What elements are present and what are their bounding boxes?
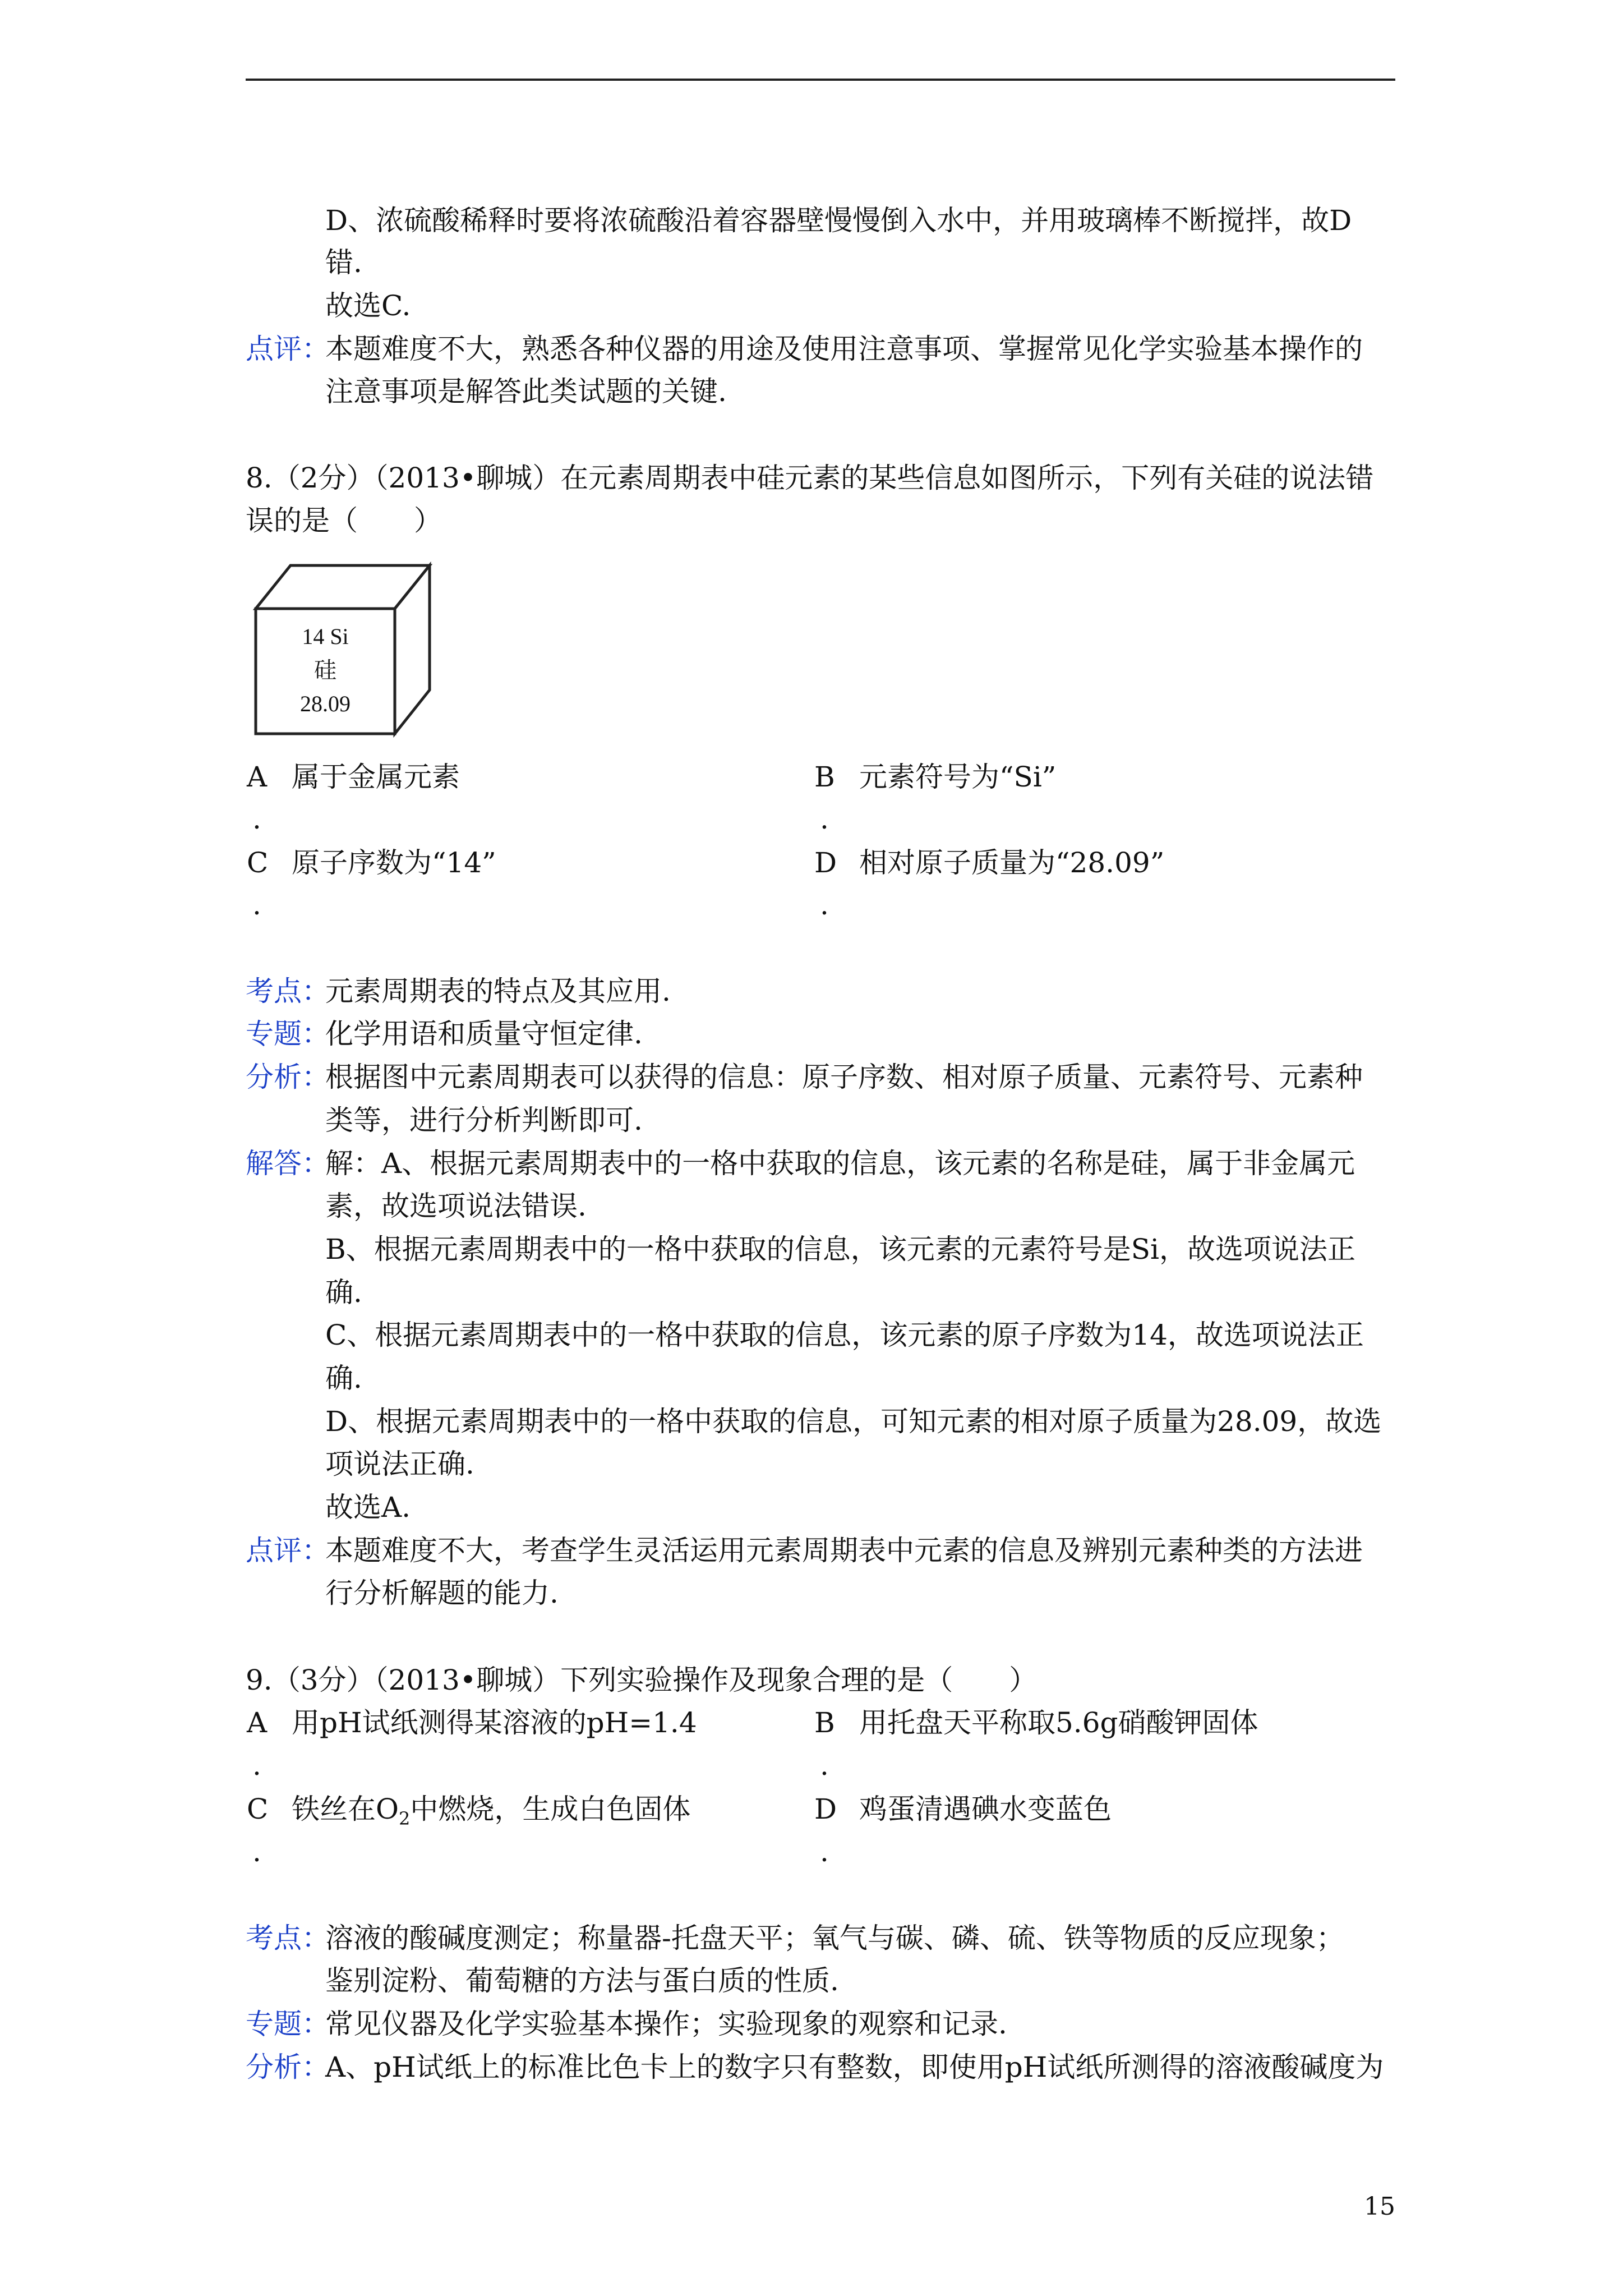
q8-stem-1: 8.（2分）（2013•聊城）在元素周期表中硅元素的某些信息如图所示，下列有关硅的说法错 — [246, 462, 1374, 494]
q8-fenxi-2: 类等，进行分析判断即可. — [325, 1104, 643, 1137]
q9-option-c-subscript: 2 — [399, 1808, 411, 1829]
q9-option-c-dot: . — [252, 1835, 261, 1868]
tile-atomic-mass: 28.09 — [300, 691, 351, 716]
q8-dianping-2: 行分析解题的能力. — [325, 1577, 559, 1609]
prev-comment-1: 本题难度不大，熟悉各种仪器的用途及使用注意事项、掌握常见化学实验基本操作的 — [325, 333, 1363, 365]
q8-kaodian: 元素周期表的特点及其应用. — [325, 975, 671, 1007]
q8-option-a-text: 属于金属元素 — [292, 761, 460, 793]
q9-option-b-letter: B — [814, 1706, 835, 1739]
q8-jieda-label: 解答： — [246, 1147, 330, 1180]
q8-jieda-line: 故选A. — [325, 1491, 411, 1524]
q8-jieda-line: D、根据元素周期表中的一格中获取的信息，可知元素的相对原子质量为28.09，故选 — [325, 1405, 1382, 1438]
q8-option-b-text: 元素符号为“Si” — [859, 761, 1057, 793]
q9-zhuanti-label: 专题： — [246, 2008, 330, 2040]
q9-option-c-text-after: 中燃烧，生成白色固体 — [410, 1793, 691, 1825]
q8-fenxi-1: 根据图中元素周期表可以获得的信息：原子序数、相对原子质量、元素符号、元素种 — [325, 1061, 1363, 1093]
q9-option-d-letter: D — [814, 1793, 837, 1825]
q9-option-c-letter: C — [247, 1793, 269, 1825]
q9-option-b-dot: . — [820, 1749, 829, 1782]
q9-option-a-dot: . — [252, 1749, 261, 1782]
q9-option-a-text: 用pH试纸测得某溶液的pH=1.4 — [292, 1706, 697, 1739]
q9-kaodian-1: 溶液的酸碱度测定；称量器-托盘天平；氧气与碳、磷、硫、铁等物质的反应现象； — [325, 1922, 1344, 1954]
q9-fenxi-label: 分析： — [246, 2051, 330, 2083]
q8-zhuanti: 化学用语和质量守恒定律. — [325, 1018, 643, 1050]
q8-dianping-1: 本题难度不大，考查学生灵活运用元素周期表中元素的信息及辨别元素种类的方法进 — [325, 1534, 1363, 1567]
q8-option-c-text: 原子序数为“14” — [292, 846, 496, 879]
prev-line-2: 错. — [325, 246, 362, 279]
q8-jieda-line: 确. — [325, 1276, 362, 1309]
q8-dianping-label: 点评： — [246, 1534, 330, 1567]
q8-jieda-line: 素，故选项说法错误. — [325, 1190, 587, 1222]
q9-kaodian-2: 鉴别淀粉、葡萄糖的方法与蛋白质的性质. — [325, 1964, 839, 1997]
q8-jieda-line: 解：A、根据元素周期表中的一格中获取的信息，该元素的名称是硅，属于非金属元 — [325, 1147, 1355, 1180]
prev-comment-label: 点评： — [246, 333, 330, 365]
q9-option-d-text: 鸡蛋清遇碘水变蓝色 — [859, 1793, 1112, 1825]
q9-option-a-letter: A — [247, 1706, 268, 1739]
q9-option-c-text — [292, 1795, 690, 1828]
q8-option-c-letter: C — [247, 846, 269, 879]
prev-line-3: 故选C. — [325, 289, 411, 322]
q9-stem: 9.（3分）（2013•聊城）下列实验操作及现象合理的是（ ） — [246, 1664, 1038, 1696]
q8-option-b-dot: . — [820, 803, 829, 835]
q8-option-d-dot: . — [820, 889, 829, 921]
q8-jieda-line: C、根据元素周期表中的一格中获取的信息，该元素的原子序数为14，故选项说法正 — [325, 1319, 1364, 1351]
q8-fenxi-label: 分析： — [246, 1061, 330, 1093]
q8-option-a-letter: A — [247, 761, 268, 793]
q8-jieda-line: 项说法正确. — [325, 1448, 474, 1480]
tile-element-name: 硅 — [314, 657, 336, 683]
q9-option-c-text-before: 铁丝在O — [292, 1793, 399, 1825]
q8-option-b-letter: B — [814, 761, 835, 793]
q9-fenxi-1: A、pH试纸上的标准比色卡上的数字只有整数，即使用pH试纸所测得的溶液酸碱度为 — [325, 2051, 1384, 2083]
prev-line-1: D、浓硫酸稀释时要将浓硫酸沿着容器壁慢慢倒入水中，并用玻璃棒不断搅拌，故D — [325, 204, 1352, 237]
q8-option-d-letter: D — [814, 846, 837, 879]
q8-option-c-dot: . — [252, 889, 261, 921]
q9-option-d-dot: . — [820, 1835, 829, 1868]
q8-zhuanti-label: 专题： — [246, 1018, 330, 1050]
q9-zhuanti: 常见仪器及化学实验基本操作；实验现象的观察和记录. — [325, 2008, 1007, 2040]
q8-stem-2: 误的是（ ） — [246, 504, 442, 537]
page-number: 15 — [1364, 2192, 1395, 2221]
silicon-element-tile — [251, 561, 436, 740]
q8-jieda-line: B、根据元素周期表中的一格中获取的信息，该元素的元素符号是Si，故选项说法正 — [325, 1233, 1355, 1266]
q9-kaodian-label: 考点： — [246, 1922, 330, 1954]
tile-number-symbol: 14 Si — [302, 624, 349, 649]
q8-kaodian-label: 考点： — [246, 975, 330, 1007]
q9-option-b-text: 用托盘天平称取5.6g硝酸钾固体 — [859, 1706, 1258, 1739]
q8-jieda-line: 确. — [325, 1362, 362, 1395]
q8-option-d-text: 相对原子质量为“28.09” — [859, 846, 1165, 879]
prev-comment-2: 注意事项是解答此类试题的关键. — [325, 375, 727, 408]
header-rule — [246, 79, 1395, 81]
q8-option-a-dot: . — [252, 803, 261, 835]
